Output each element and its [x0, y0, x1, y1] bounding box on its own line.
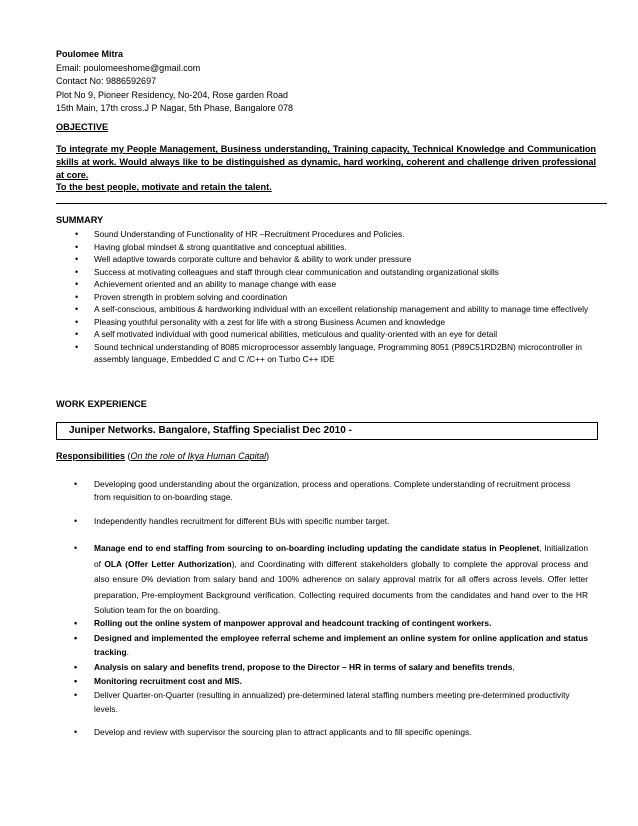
responsibility-item: • Manage end to end staffing from sourcing to on-boarding including updating the candidate status in Peoplenet, Initialization of OLA (Offer Letter Authorization), and Coordinating with different stakeholders globally to complete the approval process and also ensure 0% deviation from salary band and 100% adherence on salary approval matrix for all offers across levels. Offer letter preparation, Pre-employment Background verification. Collecting required documents from the candidates and hand over to the HR Solution team for the on boarding. [74, 543, 588, 615]
bullet-icon: • [74, 479, 78, 489]
bullet-icon: • [75, 341, 79, 352]
summary-item: • Achievement oriented and an ability to manage change with ease [75, 279, 337, 289]
address-line-1: Plot No 9, Pioneer Residency, No-204, Rose garden Road [56, 89, 288, 100]
objective-heading: OBJECTIVE [56, 122, 109, 132]
responsibility-item: • Develop and review with supervisor the sourcing plan to attract applicants and to fill specific openings. [74, 727, 472, 737]
bullet-icon: • [75, 304, 79, 314]
bullet-icon: • [75, 279, 79, 289]
responsibility-item: • Monitoring recruitment cost and MIS. [74, 676, 242, 686]
contact-block [56, 48, 293, 116]
job-title-box [56, 422, 598, 440]
summary-heading: SUMMARY [56, 215, 104, 225]
summary-item: • A self-conscious, ambitious & hardworking individual with an excellent relationship management and ability to manage time effectively [75, 304, 589, 314]
summary-item: • Well adaptive towards corporate culture and behavior & ability to work under pressure [75, 254, 412, 264]
bullet-icon: • [75, 229, 79, 239]
job-title: Juniper Networks. Bangalore, Staffing Specialist Dec 2010 - [69, 425, 352, 436]
bullet-icon: • [74, 543, 78, 553]
summary-item: • Pleasing youthful personality with a zest for life with a strong Business Acumen and knowledge [75, 316, 446, 327]
bullet-icon: • [75, 266, 79, 277]
bullet-icon: • [75, 254, 79, 264]
bullet-icon: • [74, 516, 78, 526]
responsibility-item: • Deliver Quarter-on-Quarter (resulting in annualized) pre-determined lateral staffing numbers meeting pre-determined productivity levels. [74, 690, 570, 714]
summary-item: • Sound technical understanding of 8085 microprocessor assembly language, Programming 8051 (P89C51RD2BN) microcontroller in assembly language, Embedded C and C /C++ on Turbo C++ IDE [75, 341, 582, 364]
address-line-2: 15th Main, 17th cross.J P Nagar, 5th Phase, Bangalore 078 [56, 103, 293, 113]
candidate-name: Poulomee Mitra [56, 49, 124, 59]
summary-item: • Sound Understanding of Functionality of HR –Recruitment Procedures and Policies. [75, 229, 405, 239]
bullet-icon: • [75, 241, 79, 252]
responsibilities-note: On the role of Ikya Human Capital [130, 451, 267, 461]
responsibilities-heading: Responsibilities (On the role of Ikya Human Capital) [56, 451, 270, 461]
bullet-icon: • [74, 727, 78, 737]
objective-text: To integrate my People Management, Business understanding, Training capacity, Technical Knowledge and Communication skills at work. Would always like to be distinguished as dynamic, hard working, coherent and challenge driven professional at core. [56, 144, 596, 180]
email-line: Email: poulomeeshome@gmail.com [56, 62, 201, 73]
bullet-icon: • [74, 690, 78, 700]
responsibility-item: • Independently handles recruitment for different BUs with specific number target. [74, 516, 390, 526]
summary-item: • A self motivated individual with good numerical abilities, meticulous and quality-oriented with an eye for detail [75, 329, 498, 339]
bullet-icon: • [74, 633, 78, 643]
responsibility-item: • Designed and implemented the employee referral scheme and implement an online system for online application and status tracking. [74, 633, 588, 657]
summary-item: • Having global mindset & strong quantitative and conceptual abilities. [75, 241, 347, 252]
section-divider [56, 203, 607, 204]
summary-item: • Success at motivating colleagues and staff through clear communication and outstanding organizational skills [75, 266, 499, 277]
bullet-icon: • [75, 316, 79, 327]
responsibility-item: • Developing good understanding about the organization, process and operations. Complete understanding of recruitment process from requisition to on-boarding stage. [74, 479, 571, 502]
bullet-icon: • [74, 676, 78, 686]
responsibility-item: • Analysis on salary and benefits trend, propose to the Director – HR in terms of salary and benefits trends, [74, 662, 515, 672]
bullet-icon: • [75, 329, 79, 339]
responsibilities-label: Responsibilities [56, 451, 126, 461]
summary-list [56, 228, 592, 366]
responsibility-item: • Rolling out the online system of manpower approval and headcount tracking of contingent workers. [74, 618, 492, 628]
bullet-icon: • [74, 618, 78, 628]
bullet-icon: • [75, 291, 79, 302]
phone-line: Contact No: 9886592697 [56, 76, 157, 86]
objective-tagline: To the best people, motivate and retain the talent. [56, 182, 272, 192]
summary-item: • Proven strength in problem solving and coordination [75, 291, 288, 302]
work-experience-heading: WORK EXPERIENCE [56, 399, 147, 409]
bullet-icon: • [74, 662, 78, 672]
